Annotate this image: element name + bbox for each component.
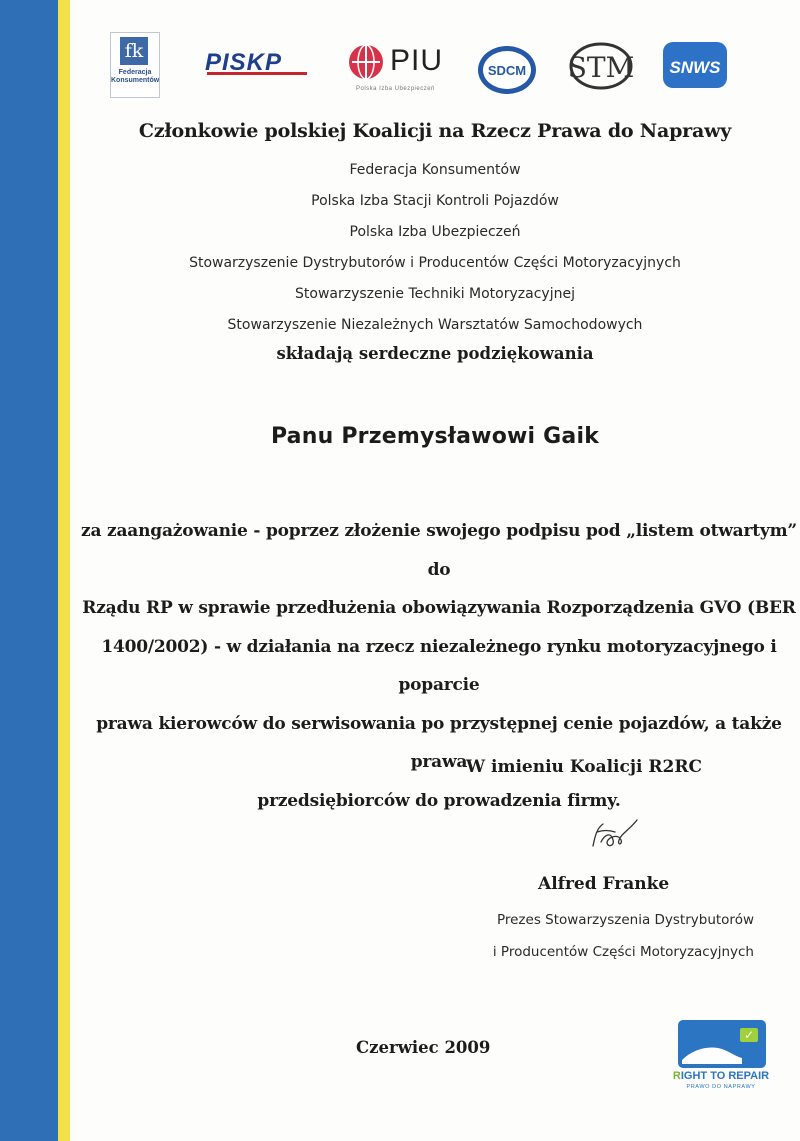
fk-logo-caption: Federacja Konsumentów <box>111 69 160 84</box>
piu-globe-icon <box>346 42 386 82</box>
signer-role-line: Prezes Stowarzyszenia Dystrybutorów <box>496 912 754 928</box>
dedication-line: za zaangażowanie - poprzez złożenie swojego podpisu pod „listem otwartym” do <box>81 521 797 580</box>
r2r-logo-subtitle: PRAWO DO NAPRAWY <box>686 1084 756 1090</box>
document-date: Czerwiec 2009 <box>356 1038 491 1057</box>
piu-logo <box>346 42 446 102</box>
snws-logo <box>663 42 727 88</box>
piu-logo-text: PIU <box>390 44 444 77</box>
member-federacja-konsumentow: Federacja Konsumentów <box>349 162 521 178</box>
left-yellow-stripe <box>58 0 70 1141</box>
handwritten-signature <box>585 812 645 860</box>
checkmark-icon: ✓ <box>740 1028 758 1042</box>
thanks-line: składają serdeczne podziękowania <box>276 344 594 363</box>
left-blue-stripe <box>0 0 58 1141</box>
stm-logo-text: STM <box>568 51 634 84</box>
sdcm-logo-text: SDCM <box>487 63 527 78</box>
member-snws: Stowarzyszenie Niezależnych Warsztatów Samochodowych <box>227 317 643 333</box>
logo-row <box>108 32 748 102</box>
member-piu: Polska Izba Ubezpieczeń <box>349 224 521 240</box>
signer-role-line: i Producentów Części Motoryzacyjnych <box>492 944 754 960</box>
piskp-logo <box>203 50 313 80</box>
federacja-konsumentow-logo <box>110 32 160 98</box>
fk-logo-mark: fk <box>120 37 148 65</box>
member-sdcm: Stowarzyszenie Dystrybutorów i Producentów Części Motoryzacyjnych <box>189 255 681 271</box>
sdcm-logo <box>476 44 538 96</box>
signer-name: Alfred Franke <box>538 874 670 894</box>
coalition-heading: Członkowie polskiej Koalicji na Rzecz Prawa do Naprawy <box>138 120 732 142</box>
dedication-line: Rządu RP w sprawie przedłużenia obowiązywania Rozporządzenia GVO (BER <box>82 598 796 618</box>
on-behalf-line: W imieniu Koalicji R2RC <box>466 757 702 777</box>
right-to-repair-logo <box>672 1020 770 1096</box>
r2r-logo-box <box>678 1020 766 1068</box>
stm-logo <box>568 40 634 92</box>
piu-logo-caption: Polska Izba Ubezpieczeń <box>356 86 435 92</box>
dedication-line: 1400/2002) - w działania na rzecz niezależnego rynku motoryzacyjnego i poparcie <box>101 636 777 695</box>
dedication-line: prawa kierowców do serwisowania po przystępnej cenie pojazdów, a także prawa <box>96 713 782 772</box>
member-stm: Stowarzyszenie Techniki Motoryzacyjnej <box>295 286 575 302</box>
member-piskp: Polska Izba Stacji Kontroli Pojazdów <box>311 193 559 209</box>
r2r-logo-title: RIGHT TO REPAIR <box>672 1070 770 1082</box>
snws-logo-text: SNWS <box>669 58 721 77</box>
piskp-logo-text: PISKP <box>205 50 283 76</box>
recipient-name: Panu Przemysławowi Gaik <box>270 424 600 449</box>
dedication-line: przedsiębiorców do prowadzenia firmy. <box>257 790 621 811</box>
